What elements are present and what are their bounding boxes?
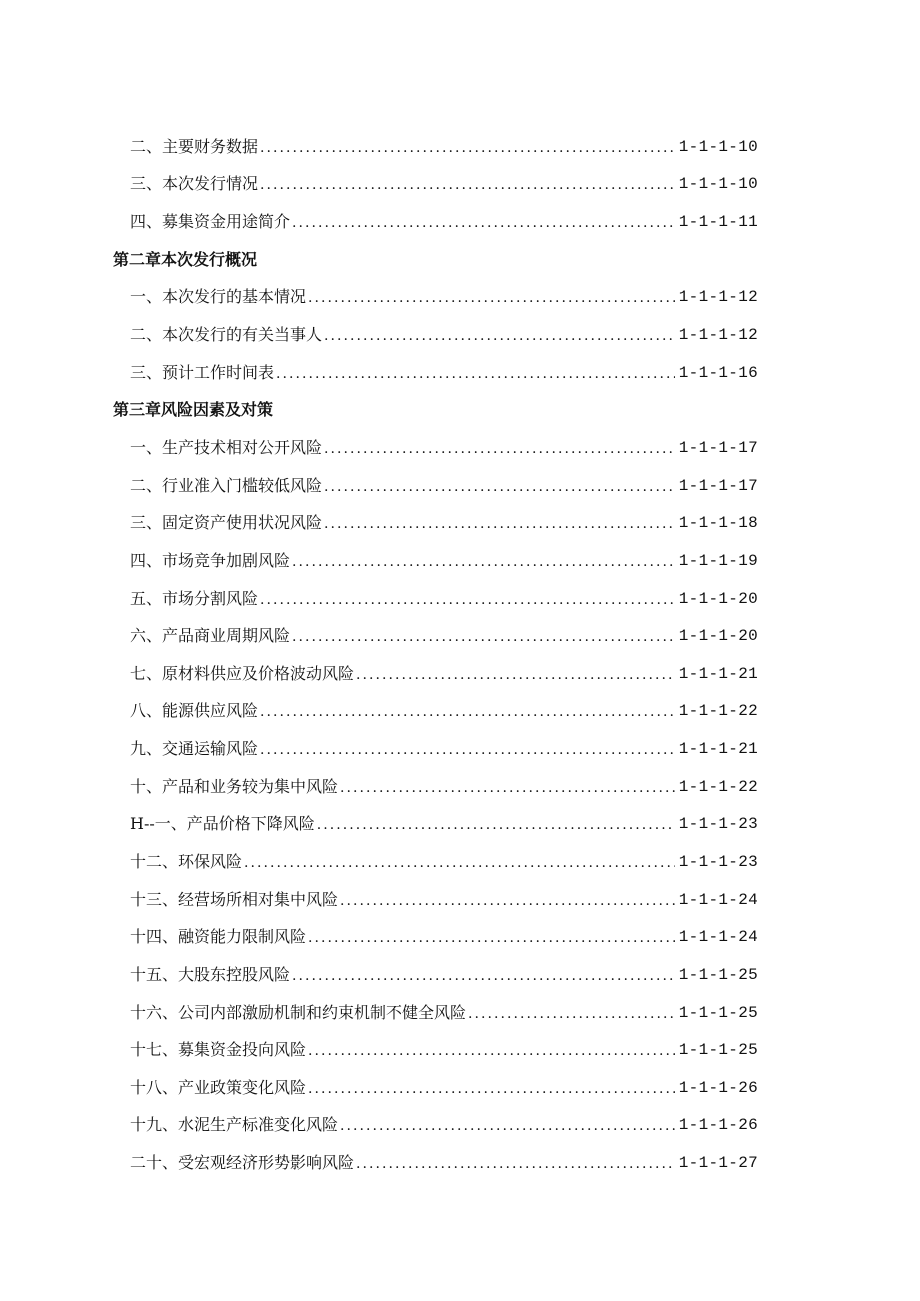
dot-leader [356, 664, 675, 684]
toc-entry-title: 三、预计工作时间表 [130, 362, 275, 382]
toc-entry-title: 十七、募集资金投向风险 [130, 1040, 307, 1060]
toc-entry-title: 二、主要财务数据 [130, 136, 259, 156]
toc-entry-title: 十五、大股东控股风险 [130, 964, 291, 984]
chapter-title: 第三章风险因素及对策 [113, 400, 274, 420]
toc-entry[interactable] [113, 166, 758, 204]
toc-entry-title: 四、募集资金用途简介 [130, 212, 291, 232]
dot-leader [260, 589, 675, 609]
toc-entry-title: 六、产品商业周期风险 [130, 626, 291, 646]
toc-entry-title: 九、交通运输风险 [130, 739, 259, 759]
toc-entry-title: 二、本次发行的有关当事人 [130, 325, 323, 345]
toc-entry-title: 五、市场分割风险 [130, 588, 259, 608]
toc-page-number: 1-1-1-24 [678, 928, 758, 947]
toc-entry[interactable] [113, 1144, 758, 1182]
dot-leader [292, 212, 675, 232]
toc-page-number: 1-1-1-18 [678, 514, 758, 533]
toc-entry[interactable] [113, 467, 758, 505]
toc-entry-title: 八、能源供应风险 [130, 701, 259, 721]
toc-page-number: 1-1-1-24 [678, 890, 758, 909]
toc-chapter-heading [113, 241, 758, 279]
toc-entry[interactable] [113, 730, 758, 768]
toc-entry[interactable] [113, 806, 758, 844]
dot-leader [260, 739, 675, 759]
toc-entry[interactable] [113, 881, 758, 919]
toc-page-number: 1-1-1-26 [678, 1116, 758, 1135]
dot-leader [340, 777, 675, 797]
dot-leader [317, 814, 675, 834]
dot-leader [308, 287, 675, 307]
toc-entry[interactable] [113, 504, 758, 542]
dot-leader [340, 1115, 675, 1135]
toc-entry-title: 十四、融资能力限制风险 [130, 927, 307, 947]
toc-entry[interactable] [113, 843, 758, 881]
toc-entry[interactable] [113, 1069, 758, 1107]
toc-page-number: 1-1-1-25 [678, 1041, 758, 1060]
toc-page-number: 1-1-1-12 [678, 288, 758, 307]
toc-page-number: 1-1-1-27 [678, 1154, 758, 1173]
dot-leader [292, 965, 675, 985]
toc-entry-title: 十九、水泥生产标准变化风险 [130, 1115, 339, 1135]
toc-entry[interactable] [113, 354, 758, 392]
toc-page-number: 1-1-1-23 [678, 852, 758, 871]
toc-page-number: 1-1-1-10 [678, 175, 758, 194]
toc-entry-title: 四、市场竞争加剧风险 [130, 550, 291, 570]
toc-entry[interactable] [113, 203, 758, 241]
toc-entry-title: 七、原材料供应及价格波动风险 [130, 663, 355, 683]
toc-entry-title: 三、固定资产使用状况风险 [130, 513, 323, 533]
toc-entry-title: 一、本次发行的基本情况 [130, 287, 307, 307]
dot-leader [324, 476, 675, 496]
toc-page-number: 1-1-1-23 [678, 815, 758, 834]
toc-page-number: 1-1-1-11 [678, 213, 758, 232]
toc-page-number: 1-1-1-12 [678, 326, 758, 345]
dot-leader [468, 1003, 675, 1023]
toc-entry-title: 三、本次发行情况 [130, 174, 259, 194]
toc-entry[interactable] [113, 918, 758, 956]
toc-entry-title: 二十、受宏观经济形势影响风险 [130, 1153, 355, 1173]
toc-entry[interactable] [113, 1031, 758, 1069]
toc-entry[interactable] [113, 768, 758, 806]
dot-leader [260, 701, 675, 721]
toc-entry[interactable] [113, 994, 758, 1032]
toc-entry[interactable] [113, 956, 758, 994]
toc-entry[interactable] [113, 1107, 758, 1145]
toc-page-number: 1-1-1-22 [678, 777, 758, 796]
toc-entry[interactable] [113, 279, 758, 317]
toc-entry-title: 二、行业准入门槛较低风险 [130, 475, 323, 495]
toc-page-number: 1-1-1-21 [678, 664, 758, 683]
dot-leader [292, 551, 675, 571]
dot-leader [340, 890, 675, 910]
toc-entry-title: 十八、产业政策变化风险 [130, 1077, 307, 1097]
toc-page-number: 1-1-1-25 [678, 1003, 758, 1022]
toc-page-number: 1-1-1-26 [678, 1078, 758, 1097]
toc-entry-title: 十三、经营场所相对集中风险 [130, 889, 339, 909]
dot-leader [324, 513, 675, 533]
toc-entry[interactable] [113, 316, 758, 354]
dot-leader [260, 174, 675, 194]
toc-page-number: 1-1-1-17 [678, 438, 758, 457]
toc-page-number: 1-1-1-10 [678, 137, 758, 156]
toc-entry[interactable] [113, 429, 758, 467]
dot-leader [356, 1153, 675, 1173]
toc-page-number: 1-1-1-20 [678, 627, 758, 646]
toc-page-number: 1-1-1-19 [678, 551, 758, 570]
dot-leader [308, 927, 675, 947]
dot-leader [260, 137, 675, 157]
toc-entry-title: 一、生产技术相对公开风险 [130, 437, 323, 457]
toc-entry[interactable] [113, 617, 758, 655]
toc-entry-title: H--一、产品价格下降风险 [130, 814, 315, 834]
dot-leader [292, 626, 675, 646]
toc-entry[interactable] [113, 128, 758, 166]
dot-leader [324, 325, 675, 345]
dot-leader [244, 852, 675, 872]
toc-entry-title: 十二、环保风险 [130, 851, 243, 871]
dot-leader [276, 363, 675, 383]
chapter-title: 第二章本次发行概况 [113, 249, 258, 269]
toc-entry[interactable] [113, 693, 758, 731]
toc-entry[interactable] [113, 655, 758, 693]
toc-entry-title: 十、产品和业务较为集中风险 [130, 776, 339, 796]
toc-entry[interactable] [113, 542, 758, 580]
toc-page-number: 1-1-1-20 [678, 589, 758, 608]
toc-entry-title: 十六、公司内部激励机制和约束机制不健全风险 [130, 1002, 467, 1022]
toc-page-number: 1-1-1-25 [678, 965, 758, 984]
toc-page-number: 1-1-1-16 [678, 363, 758, 382]
dot-leader [324, 438, 675, 458]
dot-leader [308, 1078, 675, 1098]
toc-chapter-heading [113, 391, 758, 429]
dot-leader [308, 1040, 675, 1060]
toc-page-number: 1-1-1-17 [678, 476, 758, 495]
toc-page-number: 1-1-1-21 [678, 740, 758, 759]
table-of-contents [113, 128, 758, 1182]
toc-entry[interactable] [113, 580, 758, 618]
toc-page-number: 1-1-1-22 [678, 702, 758, 721]
